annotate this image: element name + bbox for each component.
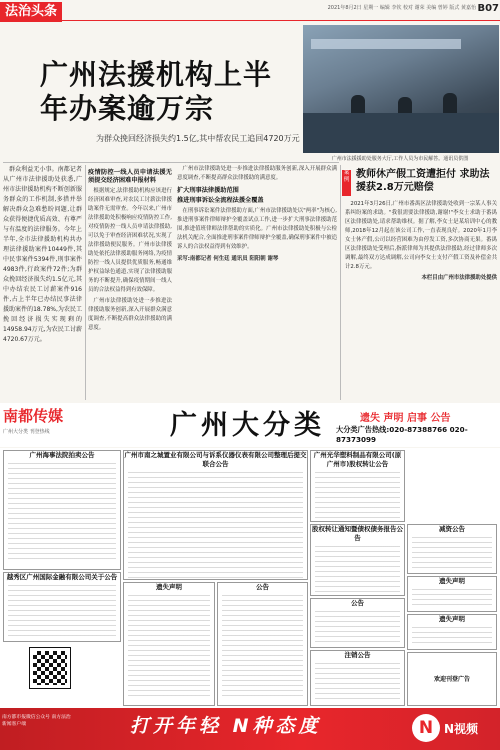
ad-title: 公告 — [351, 599, 364, 607]
header-rule — [62, 20, 500, 21]
ad-body — [128, 472, 303, 582]
section-tag: 法治头条 — [0, 2, 62, 22]
ad-body — [315, 546, 400, 596]
n-video-brand[interactable]: N视频 — [444, 722, 479, 736]
ad-box — [310, 524, 405, 596]
story-divider — [3, 162, 339, 163]
classified-hotline: 大分类广告热线:020-87388766 020-87373099 — [336, 425, 468, 444]
mid-column-title: 疫情防控一线人员申请法援无须提交经济困难申报材料 — [88, 169, 172, 184]
headline: 广州法援机构上半年办案逾万宗 — [40, 58, 273, 125]
ad-box — [217, 582, 308, 706]
ad-box — [407, 576, 497, 612]
qr-code[interactable] — [30, 648, 70, 688]
ad-box — [310, 650, 405, 706]
ad-title: 广州市南之城置业有限公司与诉系仪器仪表有限公司整理后提交联合公告 — [124, 451, 307, 468]
classifieds-sub: 广州大分类 刊登热线 — [3, 429, 50, 435]
page-number: B07 — [477, 3, 499, 14]
case-body: 2021年3月26日,广州市番禺区法律援助处收到一宗某人事关系纠纷案的求助。"我很需要法律援助,谢谢!"李女士求助于番禺区法律援助处,请求帮助维权。据了解,李女士是某培训中心的教师,2018年12月起在该公司工作,一直表现良好。2020年1月李女士休产假,公司以经营困难为由停发工资,多次协商无果。番禺区法律援助处受理后,指派律师为其提供法律援助,经过律师多次调解,最终双方达成调解,公司向李女士支付产假工资及补偿金共计2.8万元。 — [345, 201, 497, 270]
lead-intro-text: 群众利益无小事。南都记者从广州市法律援助处获悉,广州市法律援助机构不断创新服务群众的工作机制,多措并举解决群众急难愁盼问题,让群众获得便捷优质高效、有尊严与有温度的法律服务。今年上半年,全市法律援助机构共办理法律援助案件10449件,其中民事案件5394件,刑事案件4983件,行政案件72件;为群众挽回经济损失约1.5亿元,其中办结农民工讨薪案件916件,占上半年已办结民事法律援助案件的18.78%,为农民工挽回经济损失实现剩的14958.94万元,为农民工讨薪4720.67万元。 — [3, 166, 82, 343]
ad-body — [412, 627, 492, 645]
n-video-logo-icon[interactable]: N — [412, 714, 440, 742]
ad-title: 广州海事法院拍卖公告 — [29, 451, 95, 459]
lead-mid-column — [88, 165, 172, 335]
case-title: 教师休产假工资遭拒付 求助法援获2.8万元赔偿 — [356, 169, 490, 193]
ad-body — [8, 585, 116, 637]
ad-box — [407, 652, 497, 706]
mid-column-footer: 广州市法律援助处进一步推进法律援助服务创新,深入开展群众满意度调查,不断提高群众法律援助的满意度。 — [88, 298, 172, 331]
ad-title: 股权转让通知暨债权债务报告公告 — [312, 525, 403, 542]
ad-title: 欢迎刊登广告 — [433, 675, 470, 683]
case-divider — [340, 165, 341, 400]
ad-box — [407, 524, 497, 574]
footer-left-text: 南方都市报微信公众号 南方法治新闻客户端 — [2, 715, 71, 727]
ad-box — [123, 450, 308, 580]
ad-box — [123, 582, 215, 706]
mid-column-body: 根据规定,法律援助机构应该进行经济困难审查,对农民工讨薪法律援助案件无需审查。今年以来,广州市法律援助处积极响应疫情防控工作,对疫情防控一线人员申请法律援助,可以免于审查经济困难状况,实现了法律援助便民服务。广州市法律援助处依托法律援助服务网络,为疫情防控一线人员提供优质服务,畅通维护权益绿色通道,实现了法律援助服务的不断提升,确保疫情期间一线人员的合法权益得到有效保障。 — [88, 188, 172, 293]
ad-body — [412, 537, 492, 569]
ad-title: 广州光华塑料制品有限公司(原广州市)股权转让公告 — [313, 451, 402, 468]
ad-body — [315, 663, 400, 701]
subheadline: 为群众挽回经济损失约1.5亿,其中帮农民工追回4720万元 — [96, 134, 300, 143]
ad-title: 减资公告 — [439, 525, 465, 533]
nandu-logo: 南都传媒 — [3, 407, 64, 425]
ad-body — [412, 589, 492, 607]
classified-services: 遗失 声明 启事 公告 — [360, 413, 451, 424]
footer-slogan: 打开年轻 N种态度 — [130, 715, 322, 737]
ad-box — [310, 598, 405, 648]
ad-title: 遗失声明 — [439, 615, 465, 623]
ad-title: 注销公告 — [344, 651, 371, 659]
right-column-lead-text: 广州市法律援助处进一步推进法律援助服务创新,深入开展群众满意度调查,不断提高群众法律援助的满意度。 — [177, 166, 337, 181]
case-tag: 案例 — [342, 170, 351, 196]
ad-title: 遗失声明 — [156, 583, 182, 591]
byline: 采写:南都记者 何生廷 通讯员 阳阳朝 谢琴 — [177, 256, 279, 262]
ad-box — [3, 572, 121, 642]
photo-caption: 广州市法援援助处服务大厅,工作人员为市民解答。通讯员供图 — [331, 156, 469, 162]
date-line: 2021年8月2日 星期一 编辑 李钦 校对 谢荣 美编 曾婷 版式 黄嘉怡 — [327, 5, 476, 11]
right-column-title-2: 推进刑事诉讼全流程法援全覆盖 — [177, 197, 264, 204]
ad-body — [315, 472, 400, 522]
column-divider — [85, 165, 86, 400]
classifieds-title: 广州大分类 — [170, 410, 325, 441]
lead-intro-column — [3, 165, 82, 347]
ad-box — [407, 614, 497, 650]
ad-body — [315, 611, 400, 643]
case-column — [345, 200, 497, 285]
ad-title: 遗失声明 — [439, 577, 465, 585]
case-footer: 本栏目由广州市法律援助处提供 — [421, 275, 497, 281]
ad-box — [3, 450, 121, 570]
ad-body — [222, 595, 303, 700]
ad-body — [8, 463, 116, 563]
right-column-body: 在刑事诉讼案件法律援助方面,广州市法律援助处以"两率"为核心,推进刑事案件律师辩护全覆盖试点工作,进一步扩大刑事法律援助范围,推进值班律师法律帮助的实质化。广州市法律援助处积极与公检法机关配合,全面推进刑事案件律师辩护全覆盖,确保刑事案件中被追诉人的合法权益得到有效维护。 — [177, 208, 337, 250]
news-photo — [303, 25, 499, 153]
ad-box — [310, 450, 405, 522]
ad-title: 越秀区广州国际金融有限公司关于公告 — [6, 573, 118, 581]
ad-body — [128, 595, 210, 700]
lead-right-column — [177, 165, 337, 266]
right-column-title-1: 扩大刑事法律援助范围 — [177, 187, 239, 194]
ad-title: 公告 — [256, 583, 269, 591]
